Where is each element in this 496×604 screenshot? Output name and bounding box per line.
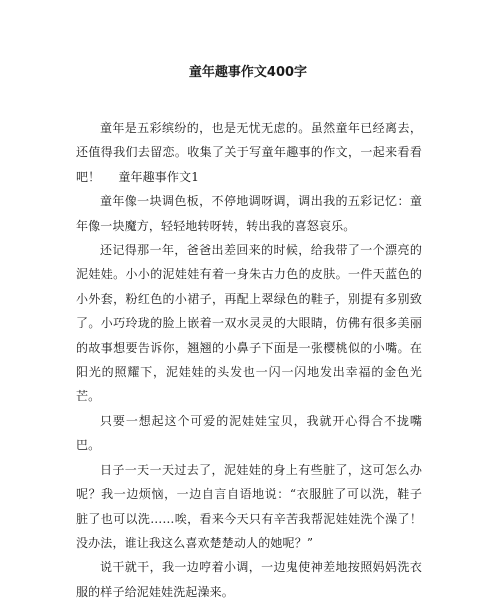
- body-paragraph: 还记得那一年，爸爸出差回来的时候，给我带了一个漂亮的泥娃娃。小小的泥娃娃有着一身朱古力色的皮肤。一件天蓝色的小外套，粉红色的小裙子，再配上翠绿色的鞋子，别提有多别致了。小巧玲珑的脸上嵌着一双水灵灵的大眼睛，仿佛有很多美丽的故事想要告诉你，翘翘的小鼻子下面是一张樱桃似的小嘴。在阳光的照耀下，泥娃娃的头发也一闪一闪地发出幸福的金色光芒。: [76, 243, 422, 404]
- body-paragraph: 只要一想起这个可爱的泥娃娃宝贝，我就开心得合不拢嘴巴。: [76, 413, 422, 453]
- document-title: 童年趣事作文400字: [188, 65, 308, 80]
- document-body: [76, 116, 422, 604]
- essay-heading: 童年趣事作文1: [118, 169, 199, 184]
- body-paragraph: 说干就干，我一边哼着小调，一边鬼使神差地按照妈妈洗衣服的样子给泥娃娃洗起澡来。: [76, 560, 422, 599]
- intro-paragraph: [76, 116, 422, 189]
- body-paragraph: 童年像一块调色板，不停地调呀调，调出我的五彩记忆：童年像一块魔方，轻轻地转呀转，转出我的喜怒哀乐。: [76, 194, 422, 233]
- intro-text: 童年是五彩缤纷的，也是无忧无虑的。虽然童年已经离去，还值得我们去留恋。收集了关于写童年趣事的作文，一起来看看吧！: [76, 121, 422, 184]
- body-paragraph: 日子一天一天过去了，泥娃娃的身上有些脏了，这可怎么办呢？我一边烦恼，一边自言自语地说：“衣服脏了可以洗，鞋子脏了也可以洗……唉，看来今天只有辛苦我帮泥娃娃洗个澡了！没办法，谁让我这么喜欢楚楚动人的她呢？”: [76, 462, 422, 550]
